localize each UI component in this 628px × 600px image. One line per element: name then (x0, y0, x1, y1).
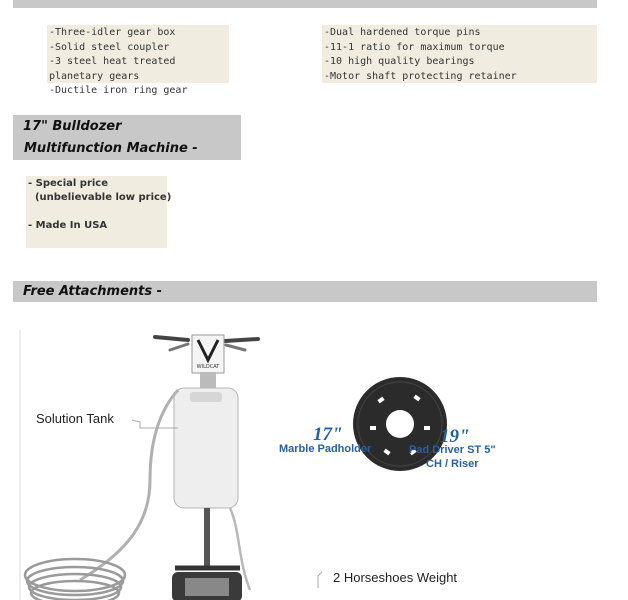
offer-box (26, 176, 172, 248)
features-left-box (47, 25, 229, 96)
section-bar-sbp (13, 0, 597, 8)
bulldozer-title-line2: Multifunction Machine - (24, 141, 198, 156)
feature-item: -Motor shaft protecting retainer (324, 70, 517, 82)
feature-item: -Ductile iron ring gear (49, 85, 188, 96)
pad-driver-riser-label: CH / Riser (426, 458, 479, 470)
pad-driver-size-19: 19" (440, 426, 470, 447)
pad-driver-label: Pad Driver ST 5" (409, 444, 496, 456)
marble-padholder-label: Marble Padholder (279, 443, 372, 455)
bulldozer-heading-box (13, 115, 241, 160)
feature-item: -Three-idler gear box (49, 27, 176, 38)
brand-plate-text: WILDCAT (196, 364, 220, 370)
floor-machine-illustration (0, 320, 330, 600)
feature-item: -3 steel heat treated planetary gears (49, 56, 176, 82)
bulldozer-title-line1: 17" Bulldozer (23, 119, 122, 134)
features-right-box (322, 25, 597, 83)
feature-item: -11-1 ratio for maximum torque (324, 41, 505, 53)
section-bar-attachments (13, 281, 597, 302)
section-title-attachments: Free Attachments - (23, 284, 163, 299)
horseshoes-weight-label: 2 Horseshoes Weight (333, 570, 458, 585)
offer-line-made-in-usa: - Made In USA (28, 220, 108, 231)
padholder-size-17: 17" (313, 424, 343, 445)
offer-line-special-price: - Special price (28, 178, 109, 189)
feature-item: -Dual hardened torque pins (324, 27, 481, 38)
offer-line-low-price: (unbelievable low price) (28, 192, 172, 203)
solution-tank-label: Solution Tank (36, 411, 114, 426)
section-title-sbp (21, 0, 231, 1)
feature-item: -Solid steel coupler (49, 41, 170, 53)
feature-item: -10 high quality bearings (324, 56, 475, 67)
